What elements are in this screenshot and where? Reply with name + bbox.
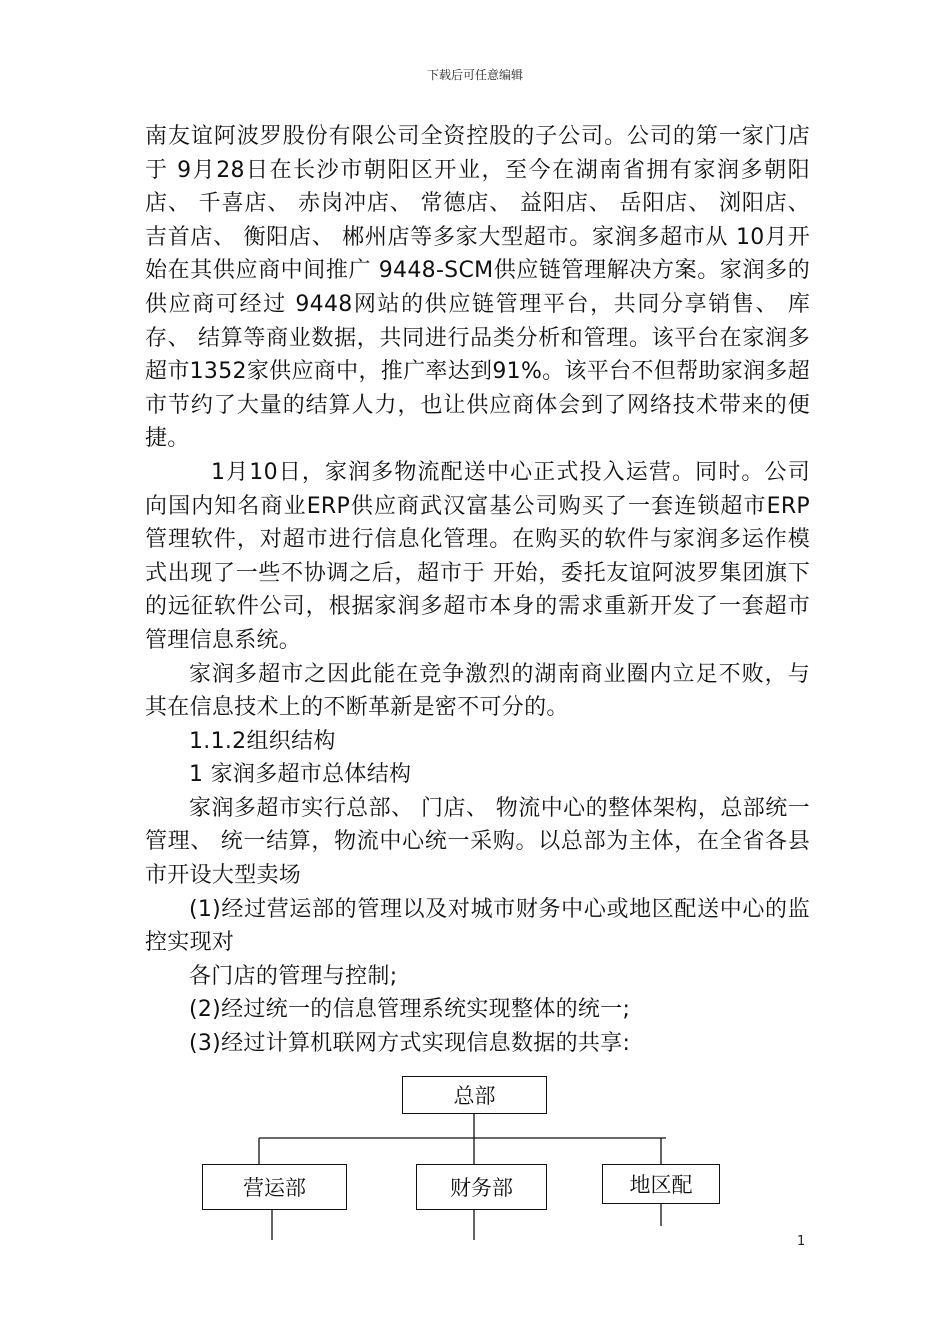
list-item-1: (1)经过营运部的管理以及对城市财务中心或地区配送中心的监控实现对 bbox=[145, 896, 810, 956]
org-node-finance: 财务部 bbox=[416, 1164, 547, 1210]
org-chart bbox=[0, 1060, 950, 1260]
paragraph-innovation: 家润多超市之因此能在竞争激烈的湖南商业圈内立足不败，与其在信息技术上的不断革新是密不可分的。 bbox=[145, 661, 810, 721]
org-node-operations: 营运部 bbox=[202, 1164, 347, 1210]
org-node-regional: 地区配 bbox=[602, 1164, 720, 1204]
paragraph-logistics: 1月10日，家润多物流配送中心正式投入运营。同时。公司向国内知名商业ERP供应商武汉富基公司购买了一套连锁超市ERP管理软件，对超市进行信息化管理。在购买的软件与家润多运作模式出现了一些不协调之后，超市于 开始，委托友谊阿波罗集团旗下的远征软件公司，根据家润多超市本身的需求重新开发了一套超市管理信息系统。 bbox=[145, 459, 810, 653]
header-note: 下载后可任意编辑 bbox=[426, 68, 523, 82]
section-heading-org-structure: 1.1.2组织结构 bbox=[189, 728, 336, 754]
list-item-1-continued: 各门店的管理与控制; bbox=[189, 963, 398, 989]
paragraph-architecture: 家润多超市实行总部、 门店、 物流中心的整体架构，总部统一管理、 统一结算，物流中心统一采购。以总部为主体，在全省各县市开设大型卖场 bbox=[145, 795, 810, 889]
list-item-2: (2)经过统一的信息管理系统实现整体的统一; bbox=[189, 997, 631, 1023]
org-node-headquarters: 总部 bbox=[402, 1076, 547, 1114]
paragraph-company-intro: 南友谊阿波罗股份有限公司全资控股的子公司。公司的第一家门店于 9月28日在长沙市朝阳区开业，至今在湖南省拥有家润多朝阳店、 千喜店、 赤岗冲店、 常德店、 益阳店、 岳阳店、 浏阳店、 吉首店、 衡阳店、 郴州店等多家大型超市。家润多超市从 10月开始在其供应商中间推广 9448-SCM供应链管理解决方案。家润多的供应商可经过 9448网站的供应链管理平台，共同分享销售、 库存、 结算等商业数据，共同进行品类分析和管理。该平台在家润多超市1352家供应商中，推广率达到91%。该平台不但帮助家润多超市节约了大量的结算人力，也让供应商体会到了网络技术带来的便捷。 bbox=[145, 124, 810, 452]
list-item-3: (3)经过计算机联网方式实现信息数据的共享: bbox=[189, 1031, 631, 1057]
page-number: 1 bbox=[797, 1234, 806, 1249]
subsection-heading-overall-structure: 1 家润多超市总体结构 bbox=[189, 762, 412, 788]
document-body bbox=[145, 120, 810, 1061]
